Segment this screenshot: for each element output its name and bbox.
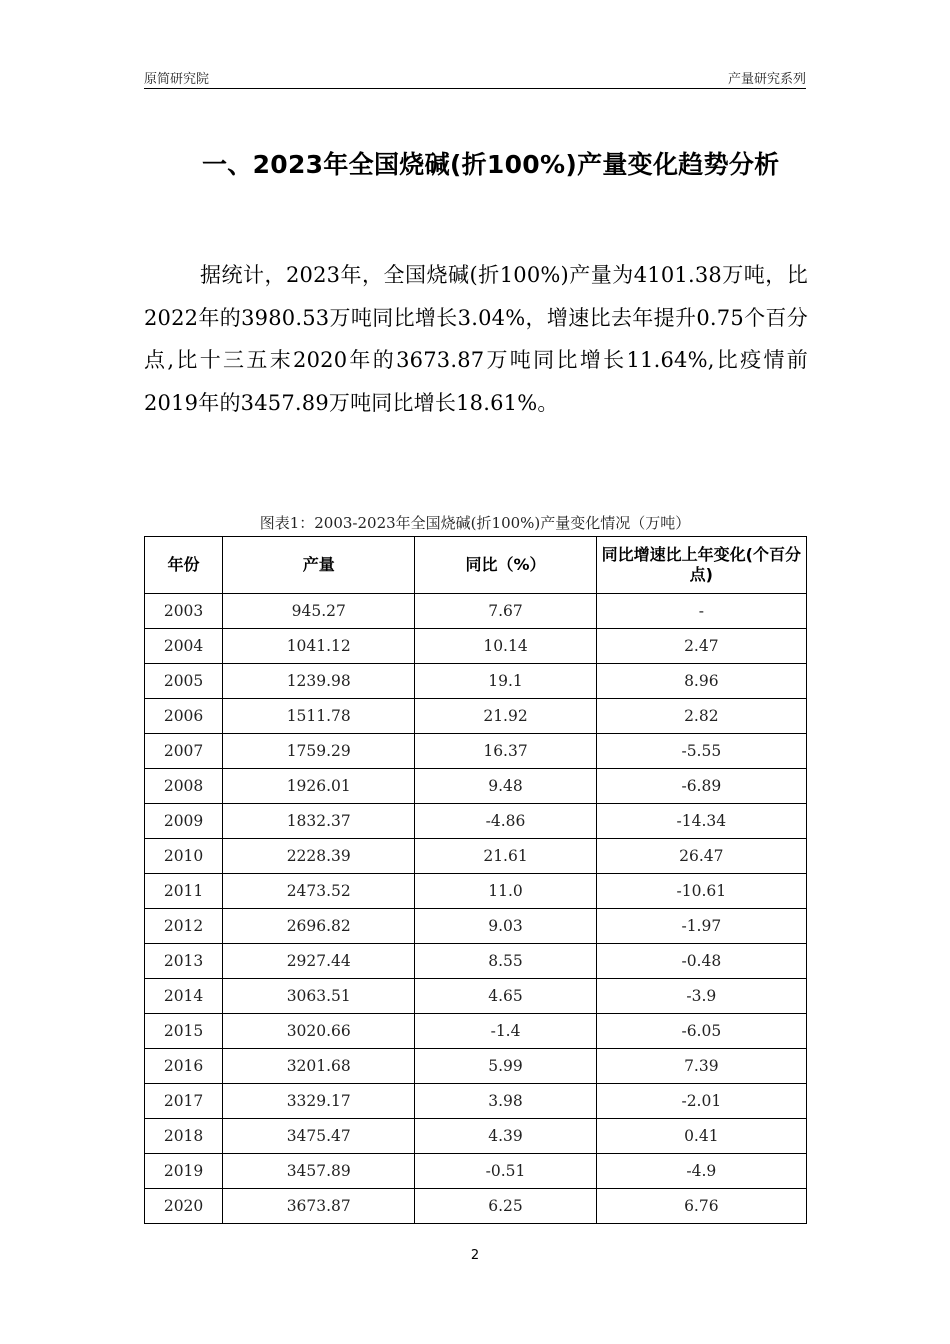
header-output: 产量	[223, 537, 415, 594]
header-year: 年份	[145, 537, 223, 594]
cell-yoy: 5.99	[415, 1049, 596, 1084]
cell-yoy-change: -0.48	[596, 944, 806, 979]
cell-yoy: 6.25	[415, 1189, 596, 1224]
page-header	[144, 66, 806, 89]
cell-yoy-change: 26.47	[596, 839, 806, 874]
section-title: 一、2023年全国烧碱(折100%)产量变化趋势分析	[202, 150, 780, 179]
table-row	[145, 979, 807, 1014]
table-row	[145, 839, 807, 874]
cell-year: 2003	[145, 594, 223, 629]
cell-yoy: 10.14	[415, 629, 596, 664]
table-row	[145, 594, 807, 629]
cell-yoy: 16.37	[415, 734, 596, 769]
cell-year: 2011	[145, 874, 223, 909]
cell-yoy-change: -3.9	[596, 979, 806, 1014]
cell-year: 2013	[145, 944, 223, 979]
cell-output: 1926.01	[223, 769, 415, 804]
table-row	[145, 1189, 807, 1224]
table-row	[145, 1154, 807, 1189]
cell-yoy-change: -5.55	[596, 734, 806, 769]
cell-output: 945.27	[223, 594, 415, 629]
cell-yoy-change: 2.47	[596, 629, 806, 664]
cell-yoy: 8.55	[415, 944, 596, 979]
cell-year: 2017	[145, 1084, 223, 1119]
cell-year: 2005	[145, 664, 223, 699]
cell-year: 2007	[145, 734, 223, 769]
table-row	[145, 769, 807, 804]
cell-year: 2015	[145, 1014, 223, 1049]
page-number: 2	[470, 1248, 480, 1263]
table-row	[145, 1119, 807, 1154]
cell-output: 3063.51	[223, 979, 415, 1014]
cell-yoy-change: 8.96	[596, 664, 806, 699]
cell-output: 1759.29	[223, 734, 415, 769]
cell-output: 3457.89	[223, 1154, 415, 1189]
cell-yoy-change: 6.76	[596, 1189, 806, 1224]
table-body	[145, 594, 807, 1224]
table-caption: 图表1：2003-2023年全国烧碱(折100%)产量变化情况（万吨）	[259, 514, 691, 532]
cell-output: 2473.52	[223, 874, 415, 909]
cell-year: 2012	[145, 909, 223, 944]
cell-year: 2009	[145, 804, 223, 839]
table-row	[145, 699, 807, 734]
cell-yoy: 3.98	[415, 1084, 596, 1119]
cell-year: 2014	[145, 979, 223, 1014]
table-row	[145, 874, 807, 909]
cell-yoy-change: -2.01	[596, 1084, 806, 1119]
cell-yoy-change: 0.41	[596, 1119, 806, 1154]
cell-year: 2004	[145, 629, 223, 664]
cell-yoy: 4.65	[415, 979, 596, 1014]
cell-output: 1041.12	[223, 629, 415, 664]
table-row	[145, 734, 807, 769]
cell-output: 1239.98	[223, 664, 415, 699]
cell-output: 3329.17	[223, 1084, 415, 1119]
cell-yoy: 11.0	[415, 874, 596, 909]
cell-yoy-change: -	[596, 594, 806, 629]
cell-yoy: 19.1	[415, 664, 596, 699]
production-table	[144, 536, 807, 1224]
cell-output: 3201.68	[223, 1049, 415, 1084]
cell-output: 3475.47	[223, 1119, 415, 1154]
cell-yoy-change: -10.61	[596, 874, 806, 909]
cell-output: 2927.44	[223, 944, 415, 979]
table-row	[145, 909, 807, 944]
table-header-row	[145, 537, 807, 594]
cell-year: 2018	[145, 1119, 223, 1154]
cell-yoy: 9.48	[415, 769, 596, 804]
cell-yoy-change: 2.82	[596, 699, 806, 734]
cell-yoy: 21.92	[415, 699, 596, 734]
table-row	[145, 804, 807, 839]
table-row	[145, 1084, 807, 1119]
table-row	[145, 1049, 807, 1084]
body-paragraph: 据统计，2023年，全国烧碱(折100%)产量为4101.38万吨，比2022年的3980.53万吨同比增长3.04%，增速比去年提升0.75个百分点,比十三五末2020年的3673.87万吨同比增长11.64%,比疫情前2019年的3457.89万吨同比增长18.61%。	[144, 263, 808, 415]
cell-year: 2020	[145, 1189, 223, 1224]
cell-yoy: -4.86	[415, 804, 596, 839]
cell-yoy-change: -6.05	[596, 1014, 806, 1049]
cell-year: 2008	[145, 769, 223, 804]
header-yoy-change: 同比增速比上年变化(个百分点)	[596, 537, 806, 594]
cell-yoy-change: 7.39	[596, 1049, 806, 1084]
cell-year: 2006	[145, 699, 223, 734]
cell-yoy: 4.39	[415, 1119, 596, 1154]
table-row	[145, 664, 807, 699]
cell-output: 1511.78	[223, 699, 415, 734]
cell-year: 2016	[145, 1049, 223, 1084]
cell-yoy: -0.51	[415, 1154, 596, 1189]
table-row	[145, 1014, 807, 1049]
cell-yoy: 9.03	[415, 909, 596, 944]
cell-output: 2696.82	[223, 909, 415, 944]
table-row	[145, 944, 807, 979]
cell-output: 2228.39	[223, 839, 415, 874]
cell-yoy-change: -14.34	[596, 804, 806, 839]
cell-yoy: -1.4	[415, 1014, 596, 1049]
cell-year: 2010	[145, 839, 223, 874]
cell-yoy-change: -4.9	[596, 1154, 806, 1189]
cell-yoy-change: -1.97	[596, 909, 806, 944]
header-yoy: 同比（%）	[415, 537, 596, 594]
cell-yoy-change: -6.89	[596, 769, 806, 804]
table-row	[145, 629, 807, 664]
cell-output: 3673.87	[223, 1189, 415, 1224]
cell-yoy: 21.61	[415, 839, 596, 874]
header-right-text: 产量研究系列	[727, 72, 806, 87]
header-left-text: 原简研究院	[144, 72, 210, 87]
cell-yoy: 7.67	[415, 594, 596, 629]
cell-year: 2019	[145, 1154, 223, 1189]
cell-output: 3020.66	[223, 1014, 415, 1049]
cell-output: 1832.37	[223, 804, 415, 839]
